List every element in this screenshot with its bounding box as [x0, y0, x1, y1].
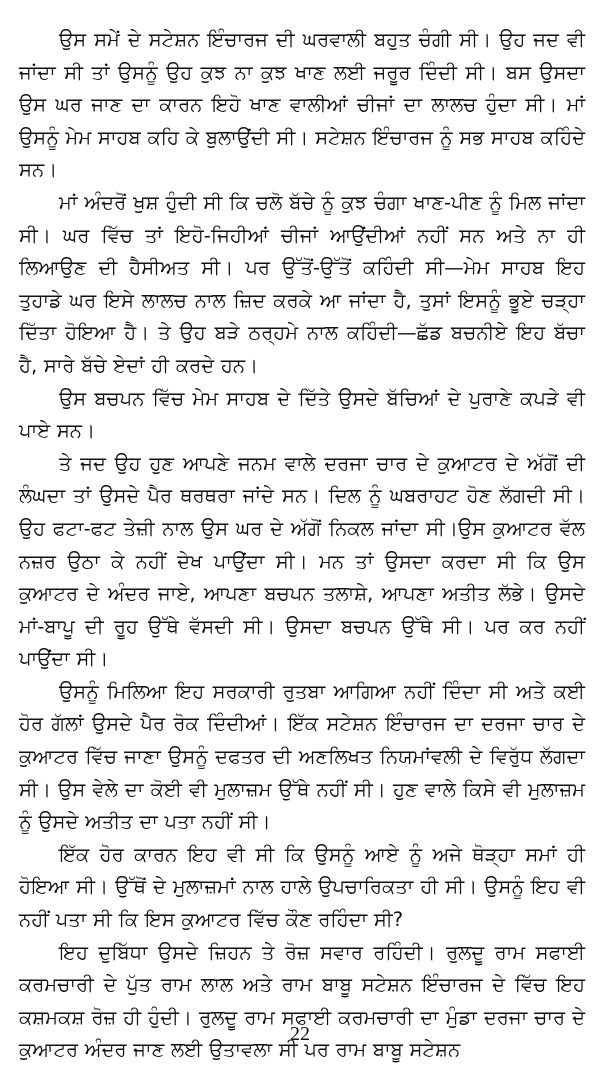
paragraph-1: ਉਸ ਸਮੇਂ ਦੇ ਸਟੇਸ਼ਨ ਇੰਚਾਰਜ ਦੀ ਘਰਵਾਲੀ ਬਹੁਤ ਚੰਗੀ ਸੀ। ਉਹ ਜਦ ਵੀ ਜਾਂਦਾ ਸੀ ਤਾਂ ਉਸਨੂੰ ਉਹ ਕੁਝ ਨਾ ਕੁਝ ਖਾਣ ਲਈ ਜਰੂਰ ਦਿੰਦੀ ਸੀ। ਬਸ ਉਸਦਾ ਉਸ ਘਰ ਜਾਣ ਦਾ ਕਾਰਨ ਇਹੋ ਖਾਣ ਵਾਲੀਆਂ ਚੀਜਾਂ ਦਾ ਲਾਲਚ ਹੁੰਦਾ ਸੀ। ਮਾਂ ਉਸਨੂੰ ਮੇਮ ਸਾਹਬ ਕਹਿ ਕੇ ਬੁਲਾਉਂਦੀ ਸੀ। ਸਟੇਸ਼ਨ ਇੰਚਾਰਜ ਨੂੰ ਸਭ ਸਾਹਬ ਕਹਿੰਦੇ ਸਨ। [19, 28, 585, 182]
paragraph-4: ਤੇ ਜਦ ਉਹ ਹੁਣ ਆਪਣੇ ਜਨਮ ਵਾਲੇ ਦਰਜਾ ਚਾਰ ਦੇ ਕੁਆਟਰ ਦੇ ਅੱਗੋਂ ਦੀ ਲੰਘਦਾ ਤਾਂ ਉਸਦੇ ਪੈਰ ਥਰਥਰਾ ਜਾਂਦੇ ਸਨ। ਦਿਲ ਨੂੰ ਘਬਰਾਹਟ ਹੋਣ ਲੱਗਦੀ ਸੀ। ਉਹ ਫਟਾ-ਫਟ ਤੇਜ਼ੀ ਨਾਲ ਉਸ ਘਰ ਦੇ ਅੱਗੋਂ ਨਿਕਲ ਜਾਂਦਾ ਸੀ।ਉਸ ਕੁਆਟਰ ਵੱਲ ਨਜ਼ਰ ਉਠਾ ਕੇ ਨਹੀਂ ਦੇਖ ਪਾਉਂਦਾ ਸੀ। ਮਨ ਤਾਂ ਉਸਦਾ ਕਰਦਾ ਸੀ ਕਿ ਉਸ ਕੁਆਟਰ ਦੇ ਅੰਦਰ ਜਾਏ, ਆਪਣਾ ਬਚਪਨ ਤਲਾਸ਼ੇ, ਆਪਣਾ ਅਤੀਤ ਲੱਭੇ। ਉਸਦੇ ਮਾਂ-ਬਾਪੂ ਦੀ ਰੂਹ ਉੱਥੇ ਵੱਸਦੀ ਸੀ। ਉਸਦਾ ਬਚਪਨ ਉੱਥੇ ਸੀ। ਪਰ ਕਰ ਨਹੀਂ ਪਾਉਂਦਾ ਸੀ। [19, 451, 585, 671]
paragraph-5: ਉਸਨੂੰ ਮਿਲਿਆ ਇਹ ਸਰਕਾਰੀ ਰੁਤਬਾ ਆਗਿਆ ਨਹੀਂ ਦਿੰਦਾ ਸੀ ਅਤੇ ਕਈ ਹੋਰ ਗੱਲਾਂ ਉਸਦੇ ਪੈਰ ਰੋਕ ਦਿੰਦੀਆਂ। ਇੱਕ ਸਟੇਸ਼ਨ ਇੰਚਾਰਜ ਦਾ ਦਰਜਾ ਚਾਰ ਦੇ ਕੁਆਟਰ ਵਿੱਚ ਜਾਣਾ ਉਸਨੂੰ ਦਫਤਰ ਦੀ ਅਣਲਿਖਤ ਨਿਯਮਾਂਵਲੀ ਦੇ ਵਿਰੁੱਧ ਲੱਗਦਾ ਸੀ। ਉਸ ਵੇਲੇ ਦਾ ਕੋਈ ਵੀ ਮੁਲਾਜ਼ਮ ਉੱਥੇ ਨਹੀਂ ਸੀ। ਹੁਣ ਵਾਲੇ ਕਿਸੇ ਵੀ ਮੁਲਾਜ਼ਮ ਨੂੰ ਉਸਦੇ ਅਤੀਤ ਦਾ ਪਤਾ ਨਹੀਂ ਸੀ। [19, 679, 585, 834]
paragraph-2: ਮਾਂ ਅੰਦਰੋਂ ਖੁਸ਼ ਹੁੰਦੀ ਸੀ ਕਿ ਚਲੋ ਬੱਚੇ ਨੂੰ ਕੁਝ ਚੰਗਾ ਖਾਣ-ਪੀਣ ਨੂੰ ਮਿਲ ਜਾਂਦਾ ਸੀ। ਘਰ ਵਿੱਚ ਤਾਂ ਇਹੋ-ਜਿਹੀਆਂ ਚੀਜਾਂ ਆਉਂਦੀਆਂ ਨਹੀਂ ਸਨ ਅਤੇ ਨਾ ਹੀ ਲਿਆਉਣ ਦੀ ਹੈਸੀਅਤ ਸੀ। ਪਰ ਉੱਤੋਂ-ਉੱਤੋਂ ਕਹਿੰਦੀ ਸੀ—ਮੇਮ ਸਾਹਬ ਇਹ ਤੁਹਾਡੇ ਘਰ ਇਸੇ ਲਾਲਚ ਨਾਲ ਜ਼ਿਦ ਕਰਕੇ ਆ ਜਾਂਦਾ ਹੈ, ਤੁਸਾਂ ਇਸਨੂੰ ਭੂਏ ਚੜ੍ਹਾ ਦਿੱਤਾ ਹੋਇਆ ਹੈ। ਤੇ ਉਹ ਬੜੇ ਠਰ੍ਹਮੇ ਨਾਲ ਕਹਿੰਦੀ—ਛੱਡ ਬਚਨੀਏ ਇਹ ਬੱਚਾ ਹੈ, ਸਾਰੇ ਬੱਚੇ ਏਦਾਂ ਹੀ ਕਰਦੇ ਹਨ। [19, 190, 585, 377]
paragraph-3: ਉਸ ਬਚਪਨ ਵਿੱਚ ਮੇਮ ਸਾਹਬ ਦੇ ਦਿੱਤੇ ਉਸਦੇ ਬੱਚਿਆਂ ਦੇ ਪੁਰਾਣੇ ਕਪੜੇ ਵੀ ਪਾਏ ਸਨ। [19, 386, 585, 443]
paragraph-7: ਇਹ ਦੁਬਿੱਧਾ ਉਸਦੇ ਜ਼ਿਹਨ ਤੇ ਰੋਜ਼ ਸਵਾਰ ਰਹਿੰਦੀ। ਰੁਲਦੂ ਰਾਮ ਸਫਾਈ ਕਰਮਚਾਰੀ ਦੇ ਪੁੱਤ ਰਾਮ ਲਾਲ ਅਤੇ ਰਾਮ ਬਾਬੂ ਸਟੇਸ਼ਨ ਇੰਚਾਰਜ ਦੇ ਵਿੱਚ ਇਹ ਕਸ਼ਮਕਸ਼ ਰੋਜ਼ ਹੀ ਹੁੰਦੀ। ਰੁਲਦੂ ਰਾਮ ਸਫਾਈ ਕਰਮਚਾਰੀ ਦਾ ਮੁੰਡਾ ਦਰਜਾ ਚਾਰ ਦੇ ਕੁਆਟਰ ਅੰਦਰ ਜਾਣ ਲਈ ਉਤਾਵਲਾ ਸੀ ਪਰ ਰਾਮ ਬਾਬੂ ਸਟੇਸ਼ਨ [19, 940, 585, 1062]
page-number: 22 [290, 1023, 310, 1045]
paragraph-6: ਇੱਕ ਹੋਰ ਕਾਰਨ ਇਹ ਵੀ ਸੀ ਕਿ ਉਸਨੂੰ ਆਏ ਨੂੰ ਅਜੇ ਥੋੜ੍ਹਾ ਸਮਾਂ ਹੀ ਹੋਇਆ ਸੀ। ਉੱਥੋਂ ਦੇ ਮੁਲਾਜ਼ਮਾਂ ਨਾਲ ਹਾਲੇ ਉਪਚਾਰਿਕਤਾ ਹੀ ਸੀ। ਉਸਨੂੰ ਇਹ ਵੀ ਨਹੀਂ ਪਤਾ ਸੀ ਕਿ ਇਸ ਕੁਆਟਰ ਵਿੱਚ ਕੌਣ ਰਹਿੰਦਾ ਸੀ? [19, 842, 585, 932]
body-text [19, 24, 585, 1067]
